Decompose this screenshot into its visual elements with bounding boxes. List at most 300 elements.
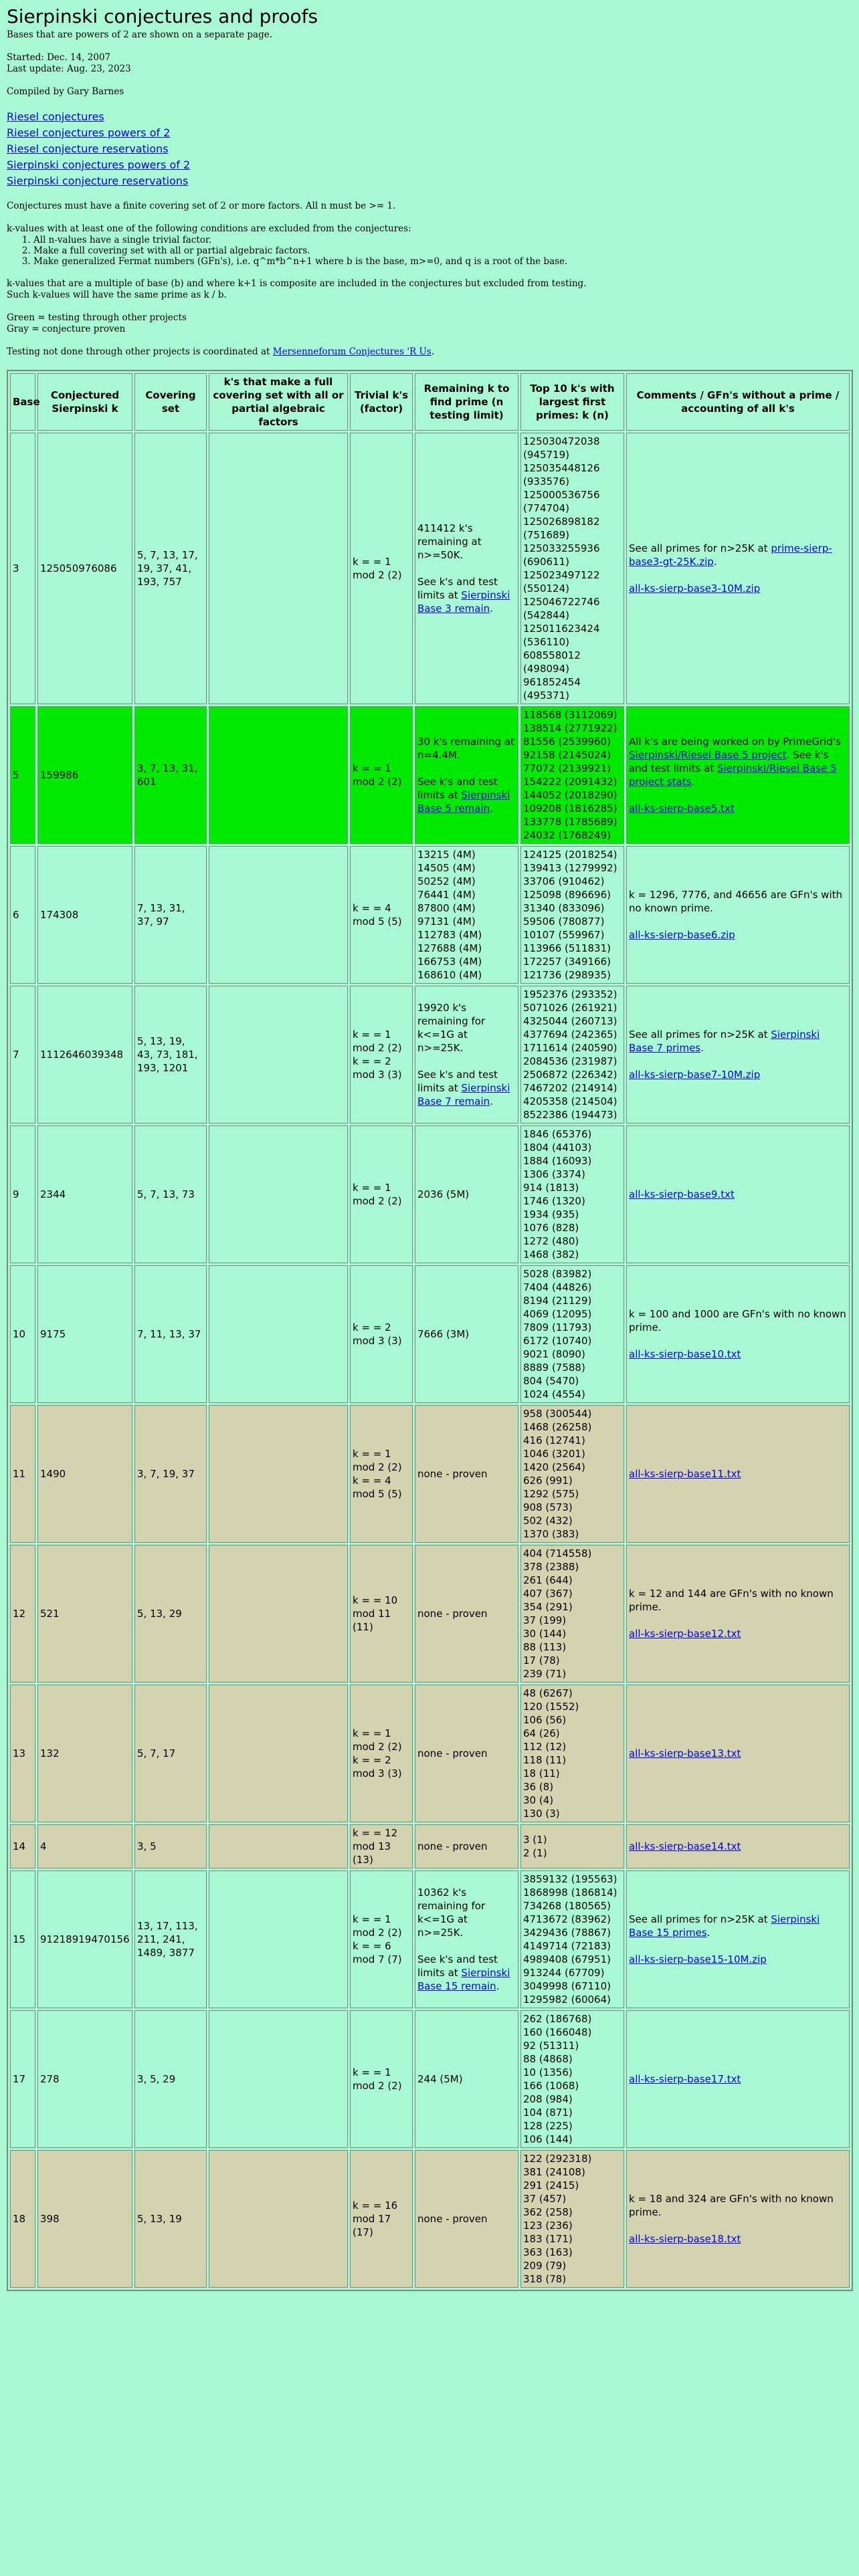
trivial-cell <box>350 1824 413 1868</box>
legend-green: Green = testing through other projects <box>7 312 187 323</box>
top10-entry: 17 (78) <box>523 1654 560 1667</box>
covering-set-cell: 3, 7, 13, 31, 601 <box>134 706 207 844</box>
conjectured-k-cell: 4 <box>37 1824 132 1868</box>
covering-set-cell: 5, 7, 13, 17, 19, 37, 41, 193, 757 <box>134 433 207 704</box>
top10-entry: 36 (8) <box>523 1781 554 1793</box>
top10-entry: 2084536 (231987) <box>523 1055 617 1067</box>
top10-entry: 262 (186768) <box>523 2013 592 2025</box>
remaining-cell <box>415 1265 518 1403</box>
trivial-k: k = = 1 mod 2 (2) <box>353 1182 402 1207</box>
base-cell: 6 <box>10 846 35 984</box>
remaining-cell <box>415 1125 518 1263</box>
cell-text: . See k's and test limits at <box>629 749 829 774</box>
covering-set-cell: 3, 7, 19, 37 <box>134 1405 207 1543</box>
comments-cell <box>626 986 850 1123</box>
exclusion-list <box>7 235 852 267</box>
trivial-k: k = = 2 mod 3 (3) <box>353 1754 402 1780</box>
top10-entry: 318 (78) <box>523 2273 567 2285</box>
cell-text: . <box>713 556 717 568</box>
table-row <box>10 2010 850 2148</box>
testing-note: Testing not done through other projects is coordinated at Mersenneforum Conjectures 'R Us. <box>7 346 435 357</box>
comments-cell <box>626 1265 850 1403</box>
algebraic-cell <box>209 706 348 844</box>
top10-entry: 381 (24108) <box>523 2166 585 2178</box>
cell-text: none - proven <box>417 1747 488 1759</box>
nav-links <box>7 109 852 189</box>
remaining-cell <box>415 706 518 844</box>
covering-set-cell: 5, 7, 17 <box>134 1685 207 1822</box>
file-link[interactable]: Sierpinski/Riesel Base 5 project <box>629 749 787 761</box>
cell-text: . <box>496 1980 500 1992</box>
cell-text: k = 12 and 144 are GFn's with no known prime. <box>629 1588 834 1613</box>
cell-text: . <box>490 1095 493 1107</box>
trivial-cell <box>350 2010 413 2148</box>
top10-entry: 239 (71) <box>523 1668 567 1680</box>
covering-set-cell: 7, 11, 13, 37 <box>134 1265 207 1403</box>
trivial-k: k = = 4 mod 5 (5) <box>353 902 402 928</box>
covering-set-cell: 5, 7, 13, 73 <box>134 1125 207 1263</box>
remaining-cell <box>415 433 518 704</box>
top10-entry: 24032 (1768249) <box>523 829 611 841</box>
top10-entry: 3429436 (78867) <box>523 1927 611 1939</box>
top10-entry: 2 (1) <box>523 1847 547 1859</box>
top10-entry: 1292 (575) <box>523 1488 579 1500</box>
comments-cell <box>626 706 850 844</box>
top10-entry: 1711614 (240590) <box>523 1042 617 1054</box>
top10-entry: 208 (984) <box>523 2093 573 2105</box>
link-riesel-powers-of-2[interactable]: Riesel conjectures powers of 2 <box>7 126 171 139</box>
trivial-k: k = = 1 mod 2 (2) <box>353 1727 402 1753</box>
link-riesel-conjectures[interactable]: Riesel conjectures <box>7 110 104 123</box>
top10-entry: 59506 (780877) <box>523 916 605 928</box>
top10-entry: 914 (1813) <box>523 1182 579 1194</box>
file-link[interactable]: Sierpinski Base 15 primes <box>629 1913 820 1939</box>
conjectures-table <box>7 370 853 2291</box>
cell-text: none - proven <box>417 1840 488 1852</box>
top10-entry: 125046722746 (542844) <box>523 596 600 621</box>
top10-entry: 106 (144) <box>523 2133 573 2145</box>
conjectured-k-cell: 174308 <box>37 846 132 984</box>
top10-entry: 118 (11) <box>523 1754 567 1766</box>
cell-text: See all primes for n>25K at <box>629 1029 771 1041</box>
remaining-k: 13215 (4M) <box>417 849 476 861</box>
top10-cell <box>520 1405 624 1543</box>
top10-entry: 291 (2415) <box>523 2179 579 2191</box>
top10-entry: 502 (432) <box>523 1515 573 1527</box>
top10-entry: 4149714 (72183) <box>523 1940 611 1952</box>
exclusion-item: 2. Make a full covering set with all or partial algebraic factors. <box>33 245 852 256</box>
file-link[interactable]: all-ks-sierp-base15-10M.zip <box>629 1953 767 1965</box>
top10-entry: 183 (171) <box>523 2233 573 2245</box>
top10-entry: 1295982 (60064) <box>523 1994 611 2006</box>
cell-text: 2036 (5M) <box>417 1188 470 1200</box>
cell-text: 30 k's remaining at n=4.4M. <box>417 736 514 761</box>
file-link[interactable]: Sierpinski Base 5 remain <box>417 789 510 815</box>
top10-entry: 362 (258) <box>523 2206 573 2218</box>
algebraic-cell <box>209 1125 348 1263</box>
remaining-k: 112783 (4M) <box>417 929 482 941</box>
top10-entry: 1370 (383) <box>523 1528 579 1540</box>
trivial-k: k = = 6 mod 7 (7) <box>353 1940 402 1965</box>
top10-entry: 4069 (12095) <box>523 1308 592 1320</box>
table-row <box>10 706 850 844</box>
algebraic-cell <box>209 1405 348 1543</box>
top10-entry: 125000536756 (774704) <box>523 489 600 514</box>
top10-entry: 961852454 (495371) <box>523 676 581 702</box>
top10-cell <box>520 1685 624 1822</box>
top10-entry: 958 (300544) <box>523 1408 592 1420</box>
table-row <box>10 1685 850 1822</box>
file-link[interactable]: all-ks-sierp-base5.txt <box>629 802 735 815</box>
last-update-date: Last update: Aug. 23, 2023 <box>7 64 131 74</box>
base-cell: 11 <box>10 1405 35 1543</box>
comments-cell <box>626 1824 850 1868</box>
top10-entry: 378 (2388) <box>523 1561 579 1573</box>
started-date: Started: Dec. 14, 2007 <box>7 52 111 63</box>
file-link[interactable]: all-ks-sierp-base17.txt <box>629 2073 741 2085</box>
rule-covering-set: Conjectures must have a finite covering set of 2 or more factors. All n must be >= 1. <box>7 201 396 211</box>
top10-entry: 130 (3) <box>523 1808 560 1820</box>
table-row <box>10 846 850 984</box>
top10-entry: 166 (1068) <box>523 2080 579 2092</box>
remaining-cell <box>415 1870 518 2008</box>
top10-entry: 121736 (298935) <box>523 969 611 981</box>
link-mersenneforum[interactable]: Mersenneforum Conjectures 'R Us <box>272 346 432 357</box>
top10-entry: 124125 (2018254) <box>523 849 617 861</box>
base-cell: 12 <box>10 1545 35 1683</box>
base-cell: 14 <box>10 1824 35 1868</box>
top10-entry: 363 (163) <box>523 2246 573 2258</box>
link-sierpinski-powers-of-2[interactable]: Sierpinski conjectures powers of 2 <box>7 158 191 171</box>
link-sierpinski-reservations[interactable]: Sierpinski conjecture reservations <box>7 175 189 187</box>
algebraic-cell <box>209 1545 348 1683</box>
top10-entry: 88 (113) <box>523 1641 567 1653</box>
remaining-k: 168610 (4M) <box>417 969 482 981</box>
trivial-k: k = = 1 mod 2 (2) <box>353 556 402 581</box>
top10-cell <box>520 2010 624 2148</box>
comments-cell <box>626 1125 850 1263</box>
trivial-k: k = = 4 mod 5 (5) <box>353 1475 402 1500</box>
top10-entry: 10 (1356) <box>523 2066 573 2078</box>
table-row <box>10 1824 850 1868</box>
top10-entry: 37 (457) <box>523 2193 567 2205</box>
top10-cell <box>520 1545 624 1683</box>
top10-entry: 261 (644) <box>523 1574 573 1586</box>
cell-text: See all primes for n>25K at <box>629 542 771 554</box>
algebraic-cell <box>209 846 348 984</box>
top10-entry: 144052 (2018290) <box>523 789 617 801</box>
remaining-k: 76441 (4M) <box>417 889 476 901</box>
comments-cell <box>626 2150 850 2288</box>
top10-entry: 125033255936 (690611) <box>523 542 600 568</box>
table-body <box>10 433 850 2288</box>
comments-cell <box>626 433 850 704</box>
base-cell: 13 <box>10 1685 35 1822</box>
trivial-k: k = = 2 mod 3 (3) <box>353 1055 402 1081</box>
file-link[interactable]: Sierpinski Base 7 primes <box>629 1029 820 1054</box>
file-link[interactable]: all-ks-sierp-base7-10M.zip <box>629 1069 761 1081</box>
top10-entry: 7467202 (214914) <box>523 1082 617 1094</box>
base-cell: 15 <box>10 1870 35 2008</box>
exclusion-item: 3. Make generalized Fermat numbers (GFn's), i.e. q^m*b^n+1 where b is the base, m>=0, and q is a root of the base. <box>33 256 852 267</box>
table-row <box>10 1870 850 2008</box>
top10-entry: 1868998 (186814) <box>523 1887 617 1899</box>
top10-cell <box>520 706 624 844</box>
top10-entry: 1046 (3201) <box>523 1448 585 1460</box>
cell-text: See k's and test limits at <box>417 1953 498 1979</box>
trivial-cell <box>350 846 413 984</box>
top10-entry: 37 (199) <box>523 1614 567 1626</box>
top10-entry: 133778 (1785689) <box>523 816 617 828</box>
top10-entry: 172257 (349166) <box>523 956 611 968</box>
header-comments: Comments / GFn's without a prime / accounting of all k's <box>626 373 850 431</box>
top10-entry: 9021 (8090) <box>523 1348 585 1360</box>
top10-entry: 354 (291) <box>523 1601 573 1613</box>
conjectured-k-cell: 1112646039348 <box>37 986 132 1123</box>
top10-cell <box>520 1824 624 1868</box>
trivial-k: k = = 1 mod 2 (2) <box>353 1448 402 1473</box>
multiple-note-2: Such k-values will have the same prime as k / b. <box>7 290 227 300</box>
top10-entry: 908 (573) <box>523 1501 573 1513</box>
top10-entry: 8889 (7588) <box>523 1362 585 1374</box>
top10-entry: 4377694 (242365) <box>523 1029 617 1041</box>
cell-text: none - proven <box>417 1608 488 1620</box>
remaining-k: 97131 (4M) <box>417 916 476 928</box>
cell-text: See all primes for n>25K at <box>629 1913 771 1925</box>
top10-entry: 1846 (65376) <box>523 1128 592 1140</box>
top10-entry: 8522386 (194473) <box>523 1109 617 1121</box>
base-cell: 9 <box>10 1125 35 1263</box>
top10-entry: 77072 (2139921) <box>523 762 611 774</box>
comments-cell <box>626 1545 850 1683</box>
top10-entry: 125030472038 (945719) <box>523 435 600 461</box>
covering-set-cell: 3, 5, 29 <box>134 2010 207 2148</box>
remaining-cell <box>415 1545 518 1683</box>
cell-text: . <box>490 802 493 815</box>
top10-entry: 407 (367) <box>523 1588 573 1600</box>
cell-text: 244 (5M) <box>417 2073 463 2085</box>
covering-set-cell: 5, 13, 29 <box>134 1545 207 1683</box>
conjectured-k-cell: 125050976086 <box>37 433 132 704</box>
top10-cell <box>520 986 624 1123</box>
file-link[interactable]: all-ks-sierp-base6.zip <box>629 929 735 941</box>
top10-entry: 112 (12) <box>523 1741 567 1753</box>
top10-entry: 81556 (2539960) <box>523 736 611 748</box>
file-link[interactable]: all-ks-sierp-base10.txt <box>629 1348 741 1360</box>
base-cell: 10 <box>10 1265 35 1403</box>
covering-set-cell: 5, 13, 19, 43, 73, 181, 193, 1201 <box>134 986 207 1123</box>
top10-entry: 48 (6267) <box>523 1687 573 1699</box>
comments-cell <box>626 846 850 984</box>
file-link[interactable]: Sierpinski Base 15 remain <box>417 1967 510 1992</box>
top10-entry: 1804 (44103) <box>523 1142 592 1154</box>
header-conjectured-k: Conjectured Sierpinski k <box>37 373 132 431</box>
covering-set-cell: 7, 13, 31, 37, 97 <box>134 846 207 984</box>
remaining-k: 14505 (4M) <box>417 862 476 874</box>
remaining-cell <box>415 1824 518 1868</box>
file-link[interactable]: all-ks-sierp-base3-10M.zip <box>629 582 761 595</box>
top10-entry: 118568 (3112069) <box>523 709 617 721</box>
conjectured-k-cell: 521 <box>37 1545 132 1683</box>
trivial-cell <box>350 1870 413 2008</box>
top10-entry: 1952376 (293352) <box>523 988 617 1000</box>
top10-entry: 2506872 (226342) <box>523 1069 617 1081</box>
top10-entry: 1884 (16093) <box>523 1155 592 1167</box>
remaining-cell <box>415 846 518 984</box>
trivial-k: k = = 1 mod 2 (2) <box>353 1029 402 1054</box>
top10-entry: 125023497122 (550124) <box>523 569 600 595</box>
algebraic-cell <box>209 1685 348 1822</box>
file-link[interactable]: all-ks-sierp-base11.txt <box>629 1468 741 1480</box>
exclusion-item: 1. All n-values have a single trivial factor. <box>33 235 852 245</box>
file-link[interactable]: all-ks-sierp-base12.txt <box>629 1628 741 1640</box>
base-cell: 17 <box>10 2010 35 2148</box>
base-cell: 7 <box>10 986 35 1123</box>
top10-entry: 109208 (1816285) <box>523 802 617 815</box>
file-link[interactable]: all-ks-sierp-base18.txt <box>629 2233 741 2245</box>
top10-entry: 4989408 (67951) <box>523 1953 611 1965</box>
top10-entry: 128 (225) <box>523 2120 573 2132</box>
table-row <box>10 433 850 704</box>
top10-entry: 10107 (559967) <box>523 929 605 941</box>
header-algebraic-ks: k's that make a full covering set with all or partial algebraic factors <box>209 373 348 431</box>
file-link[interactable]: Sierpinski Base 7 remain <box>417 1082 510 1107</box>
base-cell: 3 <box>10 433 35 704</box>
cell-text: none - proven <box>417 2213 488 2225</box>
top10-cell <box>520 2150 624 2288</box>
top10-entry: 608558012 (498094) <box>523 649 581 675</box>
file-link[interactable]: all-ks-sierp-base9.txt <box>629 1188 735 1200</box>
algebraic-cell <box>209 1870 348 2008</box>
top10-entry: 30 (4) <box>523 1794 554 1806</box>
remaining-k: 87800 (4M) <box>417 902 476 914</box>
top10-entry: 404 (714558) <box>523 1547 592 1560</box>
remaining-cell <box>415 986 518 1123</box>
top10-entry: 626 (991) <box>523 1475 573 1487</box>
top10-entry: 3859132 (195563) <box>523 1873 617 1885</box>
cell-text: . <box>490 603 493 615</box>
conjectured-k-cell: 2344 <box>37 1125 132 1263</box>
cell-text: . <box>691 776 695 788</box>
cell-text: k = 1296, 7776, and 46656 are GFn's with no known prime. <box>629 889 842 914</box>
top10-entry: 3 (1) <box>523 1834 547 1846</box>
top10-entry: 1468 (26258) <box>523 1421 592 1433</box>
conjectured-k-cell: 9175 <box>37 1265 132 1403</box>
trivial-k: k = = 16 mod 17 (17) <box>353 2199 398 2238</box>
top10-entry: 209 (79) <box>523 2260 567 2272</box>
top10-entry: 7404 (44826) <box>523 1281 592 1293</box>
top10-entry: 913244 (67709) <box>523 1967 605 1979</box>
top10-entry: 106 (56) <box>523 1714 567 1726</box>
cell-text: See k's and test limits at <box>417 1069 498 1094</box>
top10-entry: 123 (236) <box>523 2220 573 2232</box>
remaining-cell <box>415 2010 518 2148</box>
conjectured-k-cell: 1490 <box>37 1405 132 1543</box>
top10-entry: 139413 (1279992) <box>523 862 617 874</box>
header-trivial-ks: Trivial k's (factor) <box>350 373 413 431</box>
legend-gray: Gray = conjecture proven <box>7 324 126 334</box>
comments-cell <box>626 1405 850 1543</box>
cell-text: See k's and test limits at <box>417 776 498 801</box>
file-link[interactable]: Sierpinski Base 3 remain <box>417 589 510 615</box>
top10-entry: 125035448126 (933576) <box>523 462 600 488</box>
top10-entry: 125011623424 (536110) <box>523 623 600 648</box>
trivial-k: k = = 1 mod 2 (2) <box>353 2066 402 2092</box>
header-base: Base <box>10 373 35 431</box>
top10-entry: 31340 (833096) <box>523 902 605 914</box>
table-row <box>10 986 850 1123</box>
link-riesel-reservations[interactable]: Riesel conjecture reservations <box>7 142 169 155</box>
file-link[interactable]: Sierpinski/Riesel Base 5 project stats <box>629 762 837 788</box>
cell-text: 10362 k's remaining for k<=1G at n>=25K. <box>417 1887 486 1939</box>
top10-entry: 1306 (3374) <box>523 1168 585 1180</box>
remaining-k: 127688 (4M) <box>417 942 482 954</box>
top10-entry: 92158 (2145024) <box>523 749 611 761</box>
cell-text: 411412 k's remaining at n>=50K. <box>417 522 482 561</box>
top10-entry: 1076 (828) <box>523 1222 579 1234</box>
top10-entry: 160 (166048) <box>523 2026 592 2038</box>
remaining-cell <box>415 1405 518 1543</box>
trivial-cell <box>350 1685 413 1822</box>
table-row <box>10 1265 850 1403</box>
cell-text: none - proven <box>417 1468 488 1480</box>
algebraic-cell <box>209 1265 348 1403</box>
top10-entry: 30 (144) <box>523 1628 567 1640</box>
top10-entry: 6172 (10740) <box>523 1335 592 1347</box>
multiple-note: k-values that are a multiple of base (b) and where k+1 is composite are included in the conjectures but excluded from testing. <box>7 278 587 289</box>
algebraic-cell <box>209 1824 348 1868</box>
page-subtitle: Bases that are powers of 2 are shown on a separate page. <box>7 29 273 40</box>
table-header-row <box>10 373 850 431</box>
top10-cell <box>520 1265 624 1403</box>
top10-entry: 104 (871) <box>523 2107 573 2119</box>
top10-entry: 5028 (83982) <box>523 1268 592 1280</box>
conjectured-k-cell: 278 <box>37 2010 132 2148</box>
header-remaining-k: Remaining k to find prime (n testing limit) <box>415 373 518 431</box>
trivial-cell <box>350 2150 413 2288</box>
covering-set-cell: 13, 17, 113, 211, 241, 1489, 3877 <box>134 1870 207 2008</box>
cell-text: k = 100 and 1000 are GFn's with no known prime. <box>629 1308 846 1333</box>
covering-set-cell: 5, 13, 19 <box>134 2150 207 2288</box>
top10-entry: 64 (26) <box>523 1727 560 1739</box>
conjectured-k-cell: 159986 <box>37 706 132 844</box>
trivial-k: k = = 10 mod 11 (11) <box>353 1594 398 1633</box>
top10-entry: 122 (292318) <box>523 2153 592 2165</box>
trivial-k: k = = 1 mod 2 (2) <box>353 762 402 788</box>
top10-cell <box>520 1125 624 1263</box>
trivial-cell <box>350 1125 413 1263</box>
file-link[interactable]: all-ks-sierp-base13.txt <box>629 1747 741 1759</box>
remaining-k: 166753 (4M) <box>417 956 482 968</box>
top10-entry: 1272 (480) <box>523 1235 579 1247</box>
algebraic-cell <box>209 2010 348 2148</box>
conjectured-k-cell: 398 <box>37 2150 132 2288</box>
remaining-cell <box>415 2150 518 2288</box>
trivial-k: k = = 12 mod 13 (13) <box>353 1827 398 1866</box>
page-title: Sierpinski conjectures and proofs <box>7 5 318 27</box>
cell-text: See k's and test limits at <box>417 576 498 601</box>
top10-cell <box>520 846 624 984</box>
top10-entry: 33706 (910462) <box>523 875 605 887</box>
file-link[interactable]: prime-sierp-base3-gt-25K.zip <box>629 542 832 568</box>
file-link[interactable]: all-ks-sierp-base14.txt <box>629 1840 741 1852</box>
header-top10: Top 10 k's with largest first primes: k (n) <box>520 373 624 431</box>
top10-entry: 804 (5470) <box>523 1375 579 1387</box>
table-row <box>10 1545 850 1683</box>
cell-text: All k's are being worked on by PrimeGrid's <box>629 736 841 748</box>
table-row <box>10 1405 850 1543</box>
top10-entry: 4325044 (260713) <box>523 1015 617 1027</box>
